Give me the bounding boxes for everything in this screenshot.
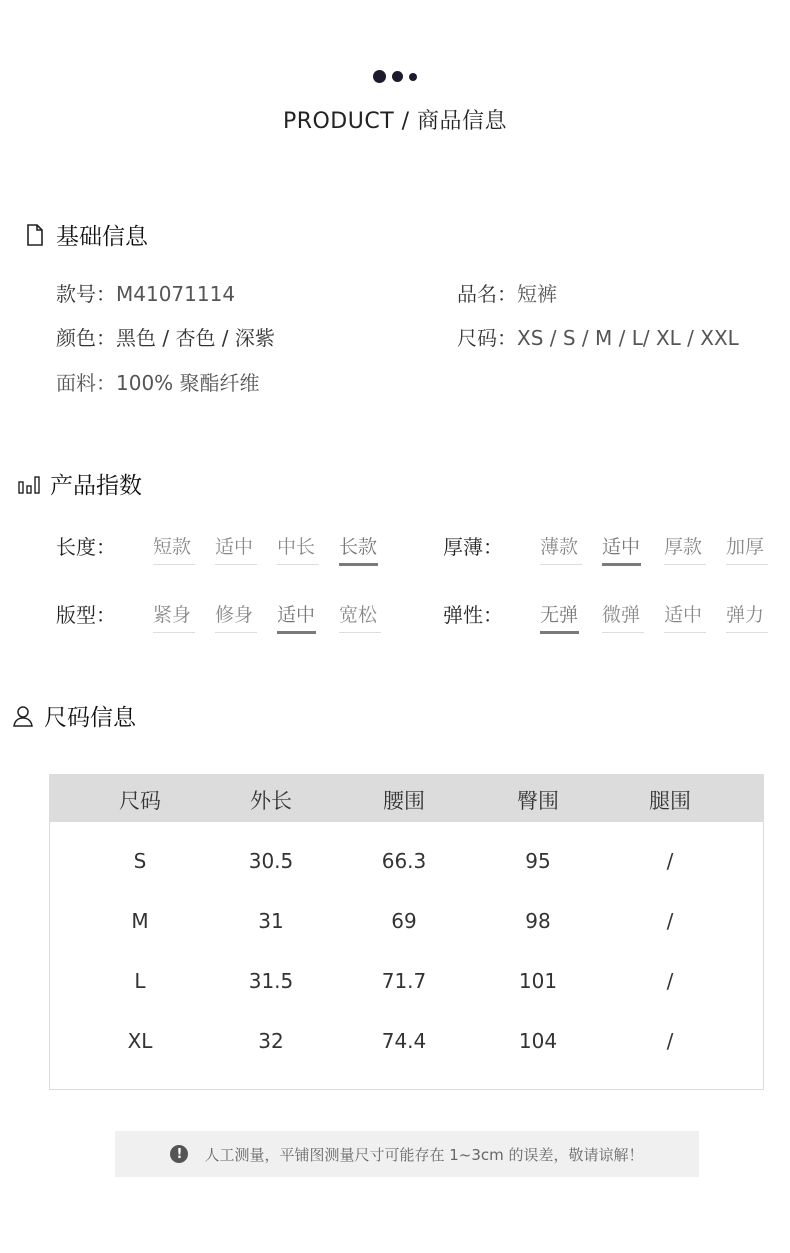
table-cell: 74.4 [381, 1029, 427, 1053]
style-number [56, 278, 235, 307]
fabric-value: 100% 聚酯纤维 [116, 371, 260, 395]
exclamation-icon: ! [170, 1145, 188, 1163]
table-cell: / [666, 1029, 674, 1053]
style-number-label: 款号： [56, 282, 116, 306]
metric-option: 短款 [153, 532, 215, 565]
table-row [50, 833, 763, 893]
table-cell: L [134, 969, 146, 993]
table-cell: 32 [258, 1029, 284, 1053]
metric-option: 加厚 [726, 532, 768, 565]
metric-length-options [153, 532, 381, 565]
metric-option: 适中 [277, 600, 339, 633]
table-header-cell: 外长 [250, 789, 292, 813]
section-title: 尺码信息 [44, 705, 136, 731]
product-name [457, 278, 557, 307]
metric-option: 厚款 [664, 532, 726, 565]
table-row [50, 893, 763, 953]
size-value: XS / S / M / L/ XL / XXL [517, 326, 739, 350]
color-label: 颜色： [56, 326, 116, 350]
decorative-dots [0, 70, 790, 83]
table-header-cell: 腰围 [383, 789, 425, 813]
metric-elasticity-options [540, 600, 768, 633]
section-size-info [12, 699, 136, 732]
dot-medium [392, 71, 403, 82]
metric-elasticity-label: 弹性： [443, 603, 503, 627]
product-name-value: 短裤 [517, 282, 557, 306]
table-cell: 95 [525, 849, 551, 873]
dot-small [409, 73, 417, 81]
table-cell: / [666, 849, 674, 873]
table-cell: XL [127, 1029, 153, 1053]
size-table [49, 774, 764, 1090]
product-name-label: 品名： [457, 282, 517, 306]
measurement-notice [115, 1131, 699, 1177]
metric-option: 长款 [339, 532, 381, 565]
table-header-cell: 尺码 [119, 789, 161, 813]
metric-thickness-label: 厚薄： [443, 535, 503, 559]
color-info [56, 322, 275, 351]
metric-option: 宽松 [339, 600, 381, 633]
table-cell: S [133, 849, 147, 873]
fabric-info [56, 367, 260, 396]
metric-option: 微弹 [602, 600, 664, 633]
table-cell: 66.3 [381, 849, 427, 873]
table-cell: 69 [391, 909, 417, 933]
metric-length-label: 长度： [56, 535, 116, 559]
metric-option: 无弹 [540, 600, 602, 633]
person-icon [12, 704, 34, 728]
metric-fit-options [153, 600, 381, 633]
section-title: 产品指数 [50, 473, 142, 499]
style-number-value: M41071114 [116, 282, 236, 306]
metric-option: 中长 [277, 532, 339, 565]
metric-option: 紧身 [153, 600, 215, 633]
section-product-index [18, 467, 142, 500]
table-cell: / [666, 909, 674, 933]
size-info [457, 322, 739, 351]
page-title: PRODUCT / 商品信息 [282, 109, 508, 134]
table-cell: / [666, 969, 674, 993]
table-cell: 101 [518, 969, 558, 993]
size-label: 尺码： [457, 326, 517, 350]
table-row [50, 1013, 763, 1073]
section-basic-info [24, 218, 148, 251]
table-header-cell: 臀围 [517, 789, 559, 813]
bar-chart-icon [18, 472, 40, 496]
table-header-cell: 腿围 [649, 789, 691, 813]
table-cell: 71.7 [381, 969, 427, 993]
table-cell: M [131, 909, 149, 933]
table-cell: 104 [518, 1029, 558, 1053]
document-icon [24, 223, 46, 247]
metric-option: 薄款 [540, 532, 602, 565]
metric-fit-label: 版型： [56, 603, 116, 627]
metric-option: 适中 [602, 532, 664, 565]
dot-large [373, 70, 386, 83]
fabric-label: 面料： [56, 371, 116, 395]
section-title: 基础信息 [56, 224, 148, 250]
metric-thickness-options [540, 532, 768, 565]
color-value: 黑色 / 杏色 / 深紫 [116, 326, 275, 350]
table-cell: 31.5 [248, 969, 294, 993]
table-header [50, 775, 763, 822]
metric-option: 修身 [215, 600, 277, 633]
metric-option: 适中 [664, 600, 726, 633]
table-cell: 98 [525, 909, 551, 933]
table-cell: 30.5 [248, 849, 294, 873]
metric-option: 适中 [215, 532, 277, 565]
table-cell: 31 [258, 909, 284, 933]
table-row [50, 953, 763, 1013]
metric-option: 弹力 [726, 600, 768, 633]
notice-text: 人工测量，平铺图测量尺寸可能存在 1~3cm 的误差，敬请谅解！ [204, 1145, 644, 1164]
